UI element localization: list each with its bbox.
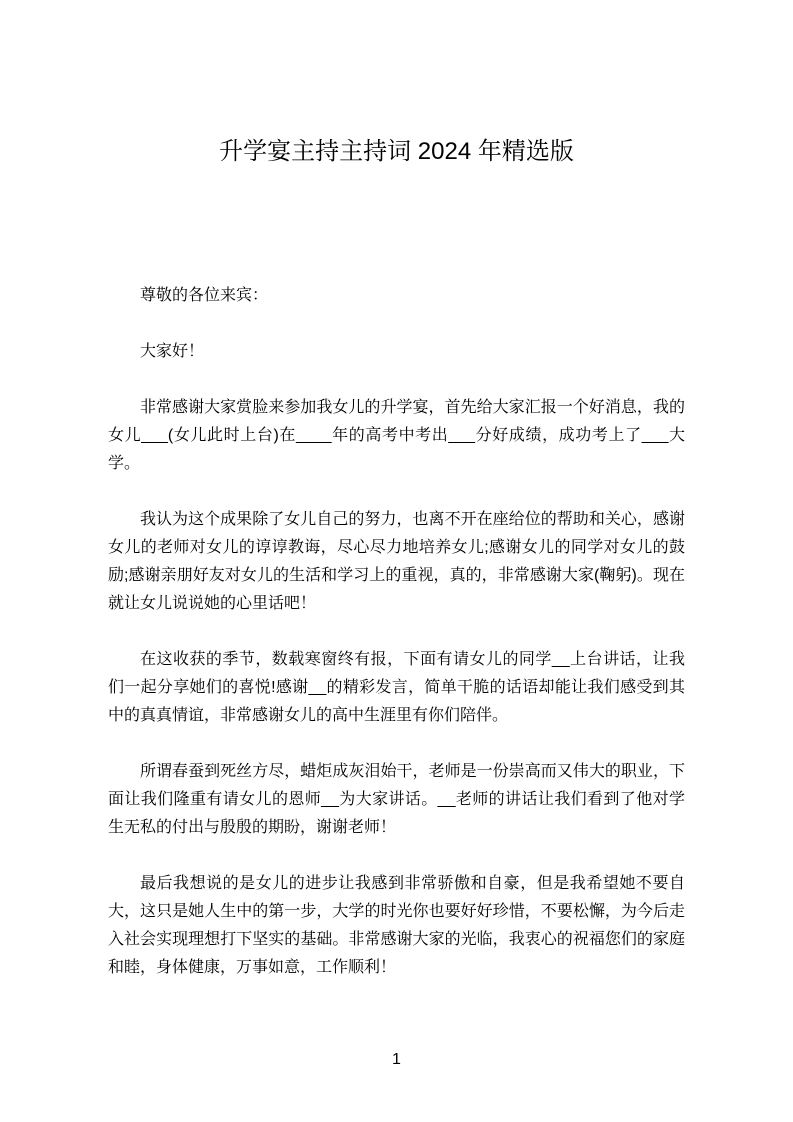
paragraph-salutation: 尊敬的各位来宾： xyxy=(140,287,269,304)
paragraph-closing: 最后我想说的是女儿的进步让我感到非常骄傲和自豪，但是我希望她不要自大，这只是她人生中的第一步，大学的时光你也要好好珍惜，不要松懈，为今后走入社会实现理想打下坚实的基础。非常感谢大家的光临，我衷心的祝福您们的家庭和睦，身体健康，万事如意，工作顺利！ xyxy=(108,875,685,976)
paragraph-greeting: 大家好！ xyxy=(140,343,205,360)
paragraph-thanks: 我认为这个成果除了女儿自己的努力，也离不开在座给位的帮助和关心，感谢女儿的老师对女儿的谆谆教诲，尽心尽力地培养女儿;感谢女儿的同学对女儿的鼓励;感谢亲朋好友对女儿的生活和学习上的重视，真的，非常感谢大家(鞠躬)。现在就让女儿说说她的心里话吧！ xyxy=(108,511,685,612)
document-title: 升学宴主持主持词 2024 年精选版 xyxy=(219,138,574,165)
page-number: 1 xyxy=(392,1051,401,1068)
paragraph-teacher-speech: 所谓春蚕到死丝方尽，蜡炬成灰泪始干，老师是一份崇高而又伟大的职业，下面让我们隆重有请女儿的恩师__为大家讲话。__老师的讲话让我们看到了他对学生无私的付出与殷殷的期盼，谢谢老师！ xyxy=(108,763,685,836)
paragraph-announcement: 非常感谢大家赏脸来参加我女儿的升学宴，首先给大家汇报一个好消息，我的女儿___(女儿此时上台)在____年的高考中考出___分好成绩，成功考上了___大学。 xyxy=(108,399,685,472)
document-body xyxy=(108,282,685,982)
paragraph-classmate-speech: 在这收获的季节，数载寒窗终有报，下面有请女儿的同学__上台讲话，让我们一起分享她们的喜悦!感谢__的精彩发言，简单干脆的话语却能让我们感受到其中的真真情谊，非常感谢女儿的高中生涯里有你们陪伴。 xyxy=(108,651,685,724)
